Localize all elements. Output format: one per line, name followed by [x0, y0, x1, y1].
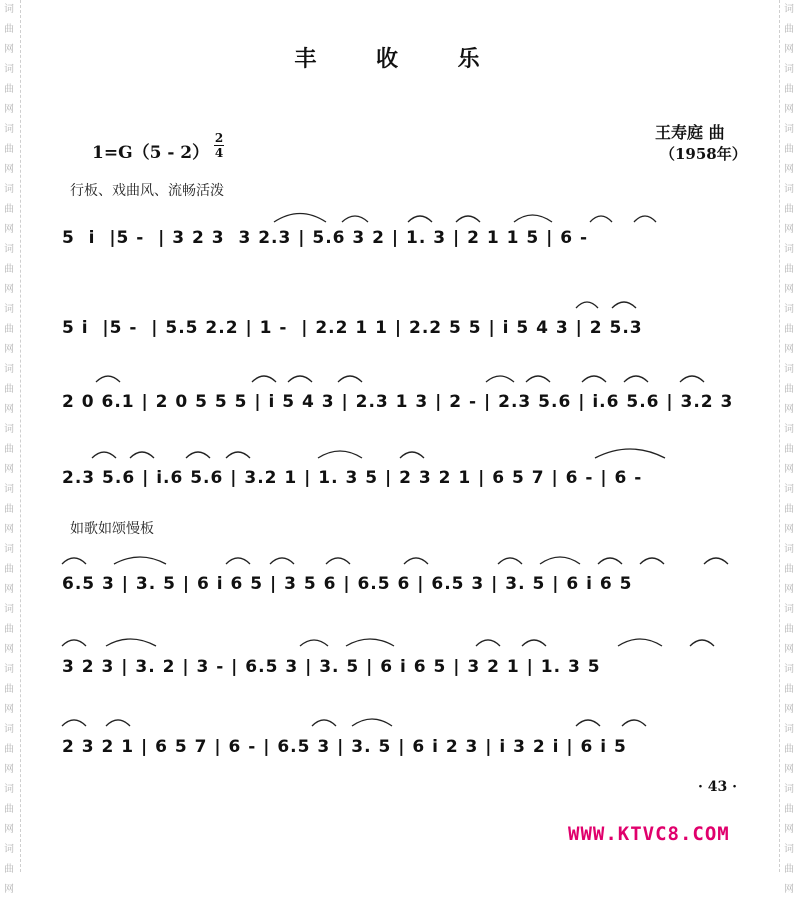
staff-line-7: 2 3 2 1 | 6 5 7 | 6 - | 6.5 3 | 3. 5 | 6 i 2 3 | i 3 2 i | 6 i 5 [62, 737, 627, 757]
slur [326, 558, 350, 564]
slur [106, 720, 130, 726]
slur [300, 640, 328, 646]
side-watermark-left: 词曲网词曲网词曲网词曲网词曲网词曲网词曲网词曲网词曲网词曲网词曲网词曲网词曲网词曲网词曲网 [4, 4, 14, 895]
slur [576, 720, 600, 726]
slur [274, 214, 326, 223]
slur [114, 557, 166, 564]
slur [622, 720, 646, 726]
slur [62, 558, 86, 564]
staff-line-2: 5 i |5 - | 5.5 2.2 | 1 - | 2.2 1 1 | 2.2 5 5 | i 5 4 3 | 2 5.3 [62, 318, 643, 338]
staff-line-5: 6.5 3 | 3. 5 | 6 i 6 5 | 3 5 6 | 6.5 6 | 6.5 3 | 3. 5 | 6 i 6 5 [62, 574, 633, 594]
slur [226, 452, 250, 458]
slur [186, 452, 210, 458]
slur [346, 639, 394, 646]
slur [598, 558, 622, 564]
staff-line-6: 3 2 3 | 3. 2 | 3 - | 6.5 3 | 3. 5 | 6 i 6 5 | 3 2 1 | 1. 3 5 [62, 657, 601, 677]
slur [318, 451, 362, 458]
staff-line-4: 2.3 5.6 | i.6 5.6 | 3.2 1 | 1. 3 5 | 2 3 2 1 | 6 5 7 | 6 - | 6 - [62, 468, 643, 488]
slur [680, 376, 704, 382]
slur [226, 558, 250, 564]
slur [252, 376, 276, 382]
slur [62, 720, 86, 726]
slur [595, 449, 665, 458]
slur [92, 452, 116, 458]
time-signature-top: 2 [214, 131, 224, 145]
time-signature-bottom: 4 [214, 146, 224, 160]
slur [130, 452, 154, 458]
slur [690, 640, 714, 646]
slur [106, 639, 156, 646]
slur [338, 376, 362, 382]
slur [576, 302, 598, 308]
slur [624, 376, 648, 382]
slur [522, 640, 546, 646]
slur [612, 302, 636, 308]
slur [540, 557, 580, 564]
key-signature: 1=G（5 - 2） [92, 143, 210, 163]
slur [476, 640, 500, 646]
song-title: 丰 收 乐 [294, 46, 506, 72]
slur [640, 558, 664, 564]
staff-line-3: 2 0 6.1 | 2 0 5 5 5 | i 5 4 3 | 2.3 1 3 | 2 - | 2.3 5.6 | i.6 5.6 | 3.2 3 [62, 392, 734, 412]
side-watermark-right: 词曲网词曲网词曲网词曲网词曲网词曲网词曲网词曲网词曲网词曲网词曲网词曲网词曲网词曲网词曲网 [784, 4, 794, 895]
slur [486, 376, 514, 382]
slur [270, 558, 294, 564]
staff-line-1: 5 i |5 - | 3 2 3 3 2.3 | 5.6 3 2 | 1. 3 | 2 1 1 5 | 6 - [62, 228, 589, 248]
tempo-marking-1: 行板、戏曲风、流畅活泼 [70, 183, 224, 199]
slur [582, 376, 606, 382]
slur [618, 639, 662, 646]
slur [312, 720, 336, 726]
composer-credit: 王寿庭 曲 [655, 123, 725, 142]
slur [408, 216, 432, 222]
slur [404, 558, 428, 564]
slur [498, 558, 522, 564]
slur [400, 452, 424, 458]
slur [342, 216, 368, 222]
composition-year: （1958年） [660, 145, 747, 163]
slur [62, 640, 86, 646]
slur [704, 558, 728, 564]
slur [634, 216, 656, 222]
website-watermark: WWW.KTVC8.COM [568, 823, 730, 845]
slur [352, 719, 392, 726]
slur [96, 376, 120, 382]
tempo-marking-2: 如歌如颂慢板 [70, 521, 154, 537]
slur [288, 376, 312, 382]
slur [456, 216, 480, 222]
page-number: · 43 · [698, 779, 737, 795]
slur [526, 376, 550, 382]
slur [514, 215, 552, 222]
slur [590, 216, 612, 222]
